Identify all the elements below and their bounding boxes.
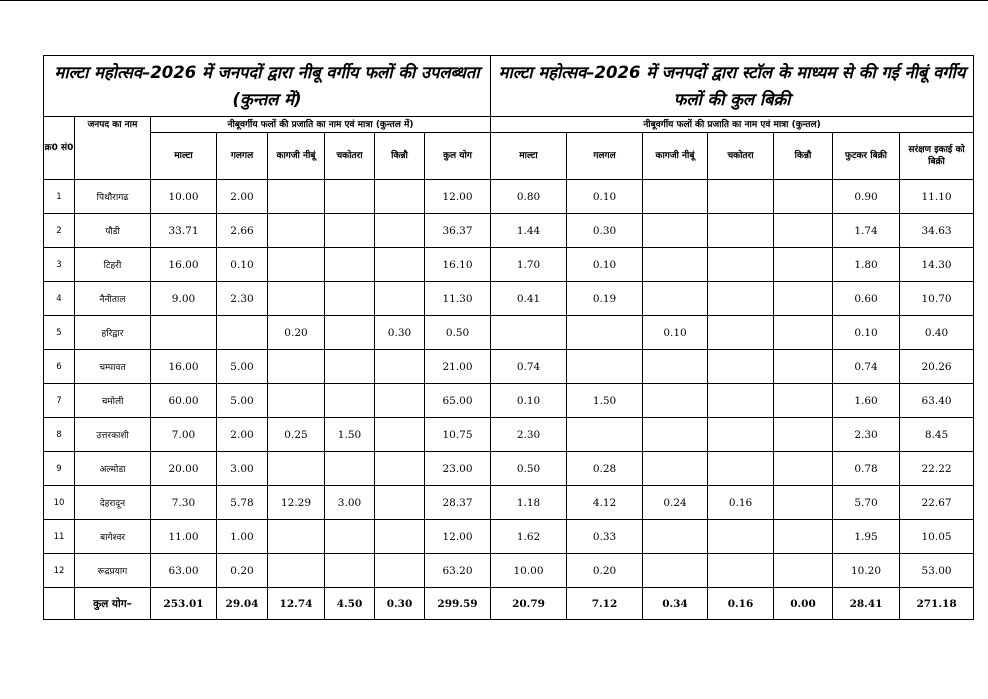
avail-kagji-nimbu-cell: 0.20 [268,316,325,350]
avail-galgal-cell: 5.00 [217,384,268,418]
district-name-cell: पिथौरागढ [75,180,151,214]
avail-galgal-cell: 2.30 [217,282,268,316]
citrus-fruit-table [43,55,974,620]
table-row [44,554,974,588]
serial-number-cell: 4 [44,282,75,316]
avail-total-cell: 21.00 [425,350,491,384]
sales-kinnau-cell [774,214,833,248]
sales-galgal-cell: 0.10 [567,180,643,214]
sales-kinnau-cell [774,452,833,486]
avail-kagji-nimbu-cell [268,350,325,384]
sales-retail-cell: 1.95 [833,520,900,554]
sales-malta-cell: 1.62 [491,520,567,554]
avail-kagji-nimbu-cell [268,248,325,282]
avail-total-cell: 10.75 [425,418,491,452]
avail-kagji-nimbu-cell [268,554,325,588]
sales-kinnau-cell [774,316,833,350]
avail-malta-cell: 33.71 [151,214,217,248]
sales-malta-cell: 0.50 [491,452,567,486]
sales-galgal-cell: 0.20 [567,554,643,588]
header-avail-galgal: गलगल [217,133,268,180]
total-sales-retail: 28.41 [833,588,900,620]
avail-galgal-cell: 3.00 [217,452,268,486]
serial-number-cell: 9 [44,452,75,486]
table-row [44,350,974,384]
avail-kagji-nimbu-cell: 0.25 [268,418,325,452]
sales-malta-cell: 0.80 [491,180,567,214]
header-avail-chakotra: चकोतरा [325,133,375,180]
header-avail-total: कुल योग [425,133,491,180]
serial-number-cell: 12 [44,554,75,588]
avail-chakotra-cell [325,350,375,384]
total-avail-kinnau: 0.30 [375,588,425,620]
sales-retail-cell: 5.70 [833,486,900,520]
sales-processing-unit-cell: 11.10 [900,180,974,214]
serial-number-cell: 7 [44,384,75,418]
sales-retail-cell: 0.90 [833,180,900,214]
serial-number-cell: 8 [44,418,75,452]
sales-chakotra-cell [708,248,774,282]
sales-galgal-cell [567,316,643,350]
sales-kagji-nimbu-cell: 0.24 [643,486,708,520]
avail-kinnau-cell [375,282,425,316]
avail-kinnau-cell [375,350,425,384]
sales-malta-cell: 0.41 [491,282,567,316]
sales-processing-unit-cell: 22.22 [900,452,974,486]
sales-kagji-nimbu-cell [643,248,708,282]
district-name-cell: रूद्रप्रयाग [75,554,151,588]
header-sales-kinnau: किन्नौ [774,133,833,180]
sales-retail-cell: 0.60 [833,282,900,316]
district-name-cell: अल्मोडा [75,452,151,486]
header-sales-kagji-nimbu: कागजी नीबूं [643,133,708,180]
avail-kagji-nimbu-cell [268,384,325,418]
sales-processing-unit-cell: 10.05 [900,520,974,554]
sales-processing-unit-cell: 14.30 [900,248,974,282]
avail-malta-cell: 9.00 [151,282,217,316]
sales-kagji-nimbu-cell [643,180,708,214]
table-row [44,316,974,350]
sales-processing-unit-cell: 53.00 [900,554,974,588]
avail-chakotra-cell [325,180,375,214]
sales-chakotra-cell [708,554,774,588]
header-sales-chakotra: चकोतरा [708,133,774,180]
sales-chakotra-cell [708,282,774,316]
table-row [44,520,974,554]
avail-galgal-cell: 1.00 [217,520,268,554]
serial-number-cell: 1 [44,180,75,214]
avail-chakotra-cell [325,316,375,350]
sales-retail-cell: 2.30 [833,418,900,452]
avail-kinnau-cell [375,214,425,248]
district-name-cell: चमोली [75,384,151,418]
avail-malta-cell: 11.00 [151,520,217,554]
sales-galgal-cell: 0.33 [567,520,643,554]
avail-kagji-nimbu-cell [268,180,325,214]
sales-kagji-nimbu-cell [643,520,708,554]
sales-retail-cell: 1.60 [833,384,900,418]
table-row [44,418,974,452]
avail-chakotra-cell: 3.00 [325,486,375,520]
sales-processing-unit-cell: 8.45 [900,418,974,452]
avail-malta-cell: 16.00 [151,248,217,282]
sales-galgal-cell: 0.30 [567,214,643,248]
serial-number-cell: 2 [44,214,75,248]
sales-chakotra-cell [708,452,774,486]
avail-total-cell: 12.00 [425,520,491,554]
district-name-cell: चम्पावत [75,350,151,384]
avail-kinnau-cell [375,418,425,452]
avail-galgal-cell: 0.20 [217,554,268,588]
sales-processing-unit-cell: 22.67 [900,486,974,520]
title-availability: माल्टा महोत्सव–2026 में जनपदों द्वारा नीबू वर्गीय फलों की उपलब्धता (कुन्तल में) [44,56,491,117]
sales-malta-cell: 1.18 [491,486,567,520]
avail-kagji-nimbu-cell [268,520,325,554]
sales-retail-cell: 0.78 [833,452,900,486]
avail-total-cell: 0.50 [425,316,491,350]
sales-processing-unit-cell: 34.63 [900,214,974,248]
sales-kagji-nimbu-cell [643,384,708,418]
table-row [44,282,974,316]
district-name-cell: बागेश्वर [75,520,151,554]
table-row [44,248,974,282]
avail-galgal-cell: 0.10 [217,248,268,282]
sales-kinnau-cell [774,248,833,282]
avail-galgal-cell: 2.00 [217,418,268,452]
avail-kagji-nimbu-cell [268,452,325,486]
avail-galgal-cell: 5.78 [217,486,268,520]
avail-chakotra-cell [325,282,375,316]
sales-galgal-cell [567,418,643,452]
header-district: जनपद का नाम [75,117,151,180]
sales-chakotra-cell [708,214,774,248]
table-row [44,452,974,486]
sales-processing-unit-cell: 0.40 [900,316,974,350]
sales-kinnau-cell [774,180,833,214]
sales-kagji-nimbu-cell [643,282,708,316]
header-sales-galgal: गलगल [567,133,643,180]
serial-number-cell: 3 [44,248,75,282]
serial-number-cell: 11 [44,520,75,554]
sales-galgal-cell [567,350,643,384]
avail-chakotra-cell [325,452,375,486]
header-availability-group: नीबूवर्गीय फलों की प्रजाति का नाम एवं मात्रा (कुन्तल में) [151,117,491,133]
sales-kinnau-cell [774,520,833,554]
header-sales-group: नीबूवर्गीय फलों की प्रजाति का नाम एवं मात्रा (कुन्तल) [491,117,974,133]
avail-galgal-cell [217,316,268,350]
district-name-cell: उत्तरकाशी [75,418,151,452]
avail-total-cell: 23.00 [425,452,491,486]
sales-kinnau-cell [774,554,833,588]
header-sales-processing-unit: सरंक्षण इकाई को बिक्री [900,133,974,180]
table-row [44,180,974,214]
sales-kagji-nimbu-cell: 0.10 [643,316,708,350]
avail-kagji-nimbu-cell [268,214,325,248]
district-name-cell: पौडी [75,214,151,248]
avail-galgal-cell: 2.66 [217,214,268,248]
sales-chakotra-cell [708,316,774,350]
sales-retail-cell: 0.74 [833,350,900,384]
avail-kinnau-cell [375,384,425,418]
avail-chakotra-cell [325,248,375,282]
total-label: कुल योग– [75,588,151,620]
sales-kagji-nimbu-cell [643,452,708,486]
avail-kinnau-cell [375,520,425,554]
avail-galgal-cell: 5.00 [217,350,268,384]
avail-total-cell: 65.00 [425,384,491,418]
table-row [44,214,974,248]
total-avail-malta: 253.01 [151,588,217,620]
total-sales-kinnau: 0.00 [774,588,833,620]
avail-total-cell: 16.10 [425,248,491,282]
total-serial-cell [44,588,75,620]
total-sales-processing-unit: 271.18 [900,588,974,620]
sales-galgal-cell: 4.12 [567,486,643,520]
sales-kagji-nimbu-cell [643,418,708,452]
avail-kinnau-cell: 0.30 [375,316,425,350]
sales-chakotra-cell: 0.16 [708,486,774,520]
avail-malta-cell: 60.00 [151,384,217,418]
header-sales-malta: माल्टा [491,133,567,180]
avail-kinnau-cell [375,486,425,520]
sales-retail-cell: 10.20 [833,554,900,588]
sales-processing-unit-cell: 63.40 [900,384,974,418]
sales-malta-cell: 1.70 [491,248,567,282]
total-sales-kagji-nimbu: 0.34 [643,588,708,620]
header-avail-malta: माल्टा [151,133,217,180]
serial-number-cell: 5 [44,316,75,350]
sales-chakotra-cell [708,180,774,214]
total-avail-total: 299.59 [425,588,491,620]
total-sales-chakotra: 0.16 [708,588,774,620]
avail-malta-cell: 7.00 [151,418,217,452]
sales-chakotra-cell [708,350,774,384]
sales-kinnau-cell [774,350,833,384]
sales-chakotra-cell [708,418,774,452]
avail-total-cell: 36.37 [425,214,491,248]
sales-malta-cell: 1.44 [491,214,567,248]
sales-galgal-cell: 0.28 [567,452,643,486]
district-name-cell: टिहरी [75,248,151,282]
sales-kagji-nimbu-cell [643,554,708,588]
table-row [44,486,974,520]
avail-total-cell: 11.30 [425,282,491,316]
avail-total-cell: 63.20 [425,554,491,588]
sales-retail-cell: 0.10 [833,316,900,350]
total-sales-malta: 20.79 [491,588,567,620]
total-avail-chakotra: 4.50 [325,588,375,620]
sales-malta-cell: 0.74 [491,350,567,384]
avail-chakotra-cell: 1.50 [325,418,375,452]
avail-chakotra-cell [325,214,375,248]
serial-number-cell: 10 [44,486,75,520]
sales-kagji-nimbu-cell [643,350,708,384]
sales-kinnau-cell [774,418,833,452]
avail-chakotra-cell [325,384,375,418]
avail-malta-cell: 16.00 [151,350,217,384]
total-avail-galgal: 29.04 [217,588,268,620]
avail-malta-cell: 63.00 [151,554,217,588]
total-sales-galgal: 7.12 [567,588,643,620]
sales-kinnau-cell [774,486,833,520]
sales-kinnau-cell [774,384,833,418]
avail-kagji-nimbu-cell [268,282,325,316]
total-row [44,588,974,620]
sales-malta-cell: 0.10 [491,384,567,418]
avail-malta-cell: 20.00 [151,452,217,486]
avail-galgal-cell: 2.00 [217,180,268,214]
sales-processing-unit-cell: 20.26 [900,350,974,384]
sales-retail-cell: 1.80 [833,248,900,282]
avail-total-cell: 28.37 [425,486,491,520]
district-name-cell: हरिद्वार [75,316,151,350]
avail-kinnau-cell [375,248,425,282]
district-name-cell: नैनीताल [75,282,151,316]
sales-malta-cell: 2.30 [491,418,567,452]
sales-chakotra-cell [708,520,774,554]
title-sales: माल्टा महोत्सव–2026 में जनपदों द्वारा स्टॉल के माध्यम से की गई नीबूं वर्गीय फलों की कुल बिक्री [491,56,974,117]
avail-kinnau-cell [375,554,425,588]
avail-chakotra-cell [325,520,375,554]
sales-kagji-nimbu-cell [643,214,708,248]
header-avail-kinnau: किन्नौ [375,133,425,180]
sales-processing-unit-cell: 10.70 [900,282,974,316]
avail-total-cell: 12.00 [425,180,491,214]
avail-chakotra-cell [325,554,375,588]
sales-galgal-cell: 1.50 [567,384,643,418]
avail-kinnau-cell [375,452,425,486]
sales-galgal-cell: 0.10 [567,248,643,282]
header-avail-kagji-nimbu: कागजी नीबूं [268,133,325,180]
table-row [44,384,974,418]
header-serial-number: क्र0 सं0 [44,117,75,180]
sales-malta-cell [491,316,567,350]
avail-malta-cell: 10.00 [151,180,217,214]
top-border-line [0,0,988,1]
district-name-cell: देहरादून [75,486,151,520]
serial-number-cell: 6 [44,350,75,384]
avail-kagji-nimbu-cell: 12.29 [268,486,325,520]
avail-malta-cell: 7.30 [151,486,217,520]
sales-kinnau-cell [774,282,833,316]
avail-kinnau-cell [375,180,425,214]
sales-chakotra-cell [708,384,774,418]
header-sales-retail: फुटकर बिक्री [833,133,900,180]
sales-retail-cell: 1.74 [833,214,900,248]
total-avail-kagji-nimbu: 12.74 [268,588,325,620]
sales-galgal-cell: 0.19 [567,282,643,316]
sales-malta-cell: 10.00 [491,554,567,588]
avail-malta-cell [151,316,217,350]
